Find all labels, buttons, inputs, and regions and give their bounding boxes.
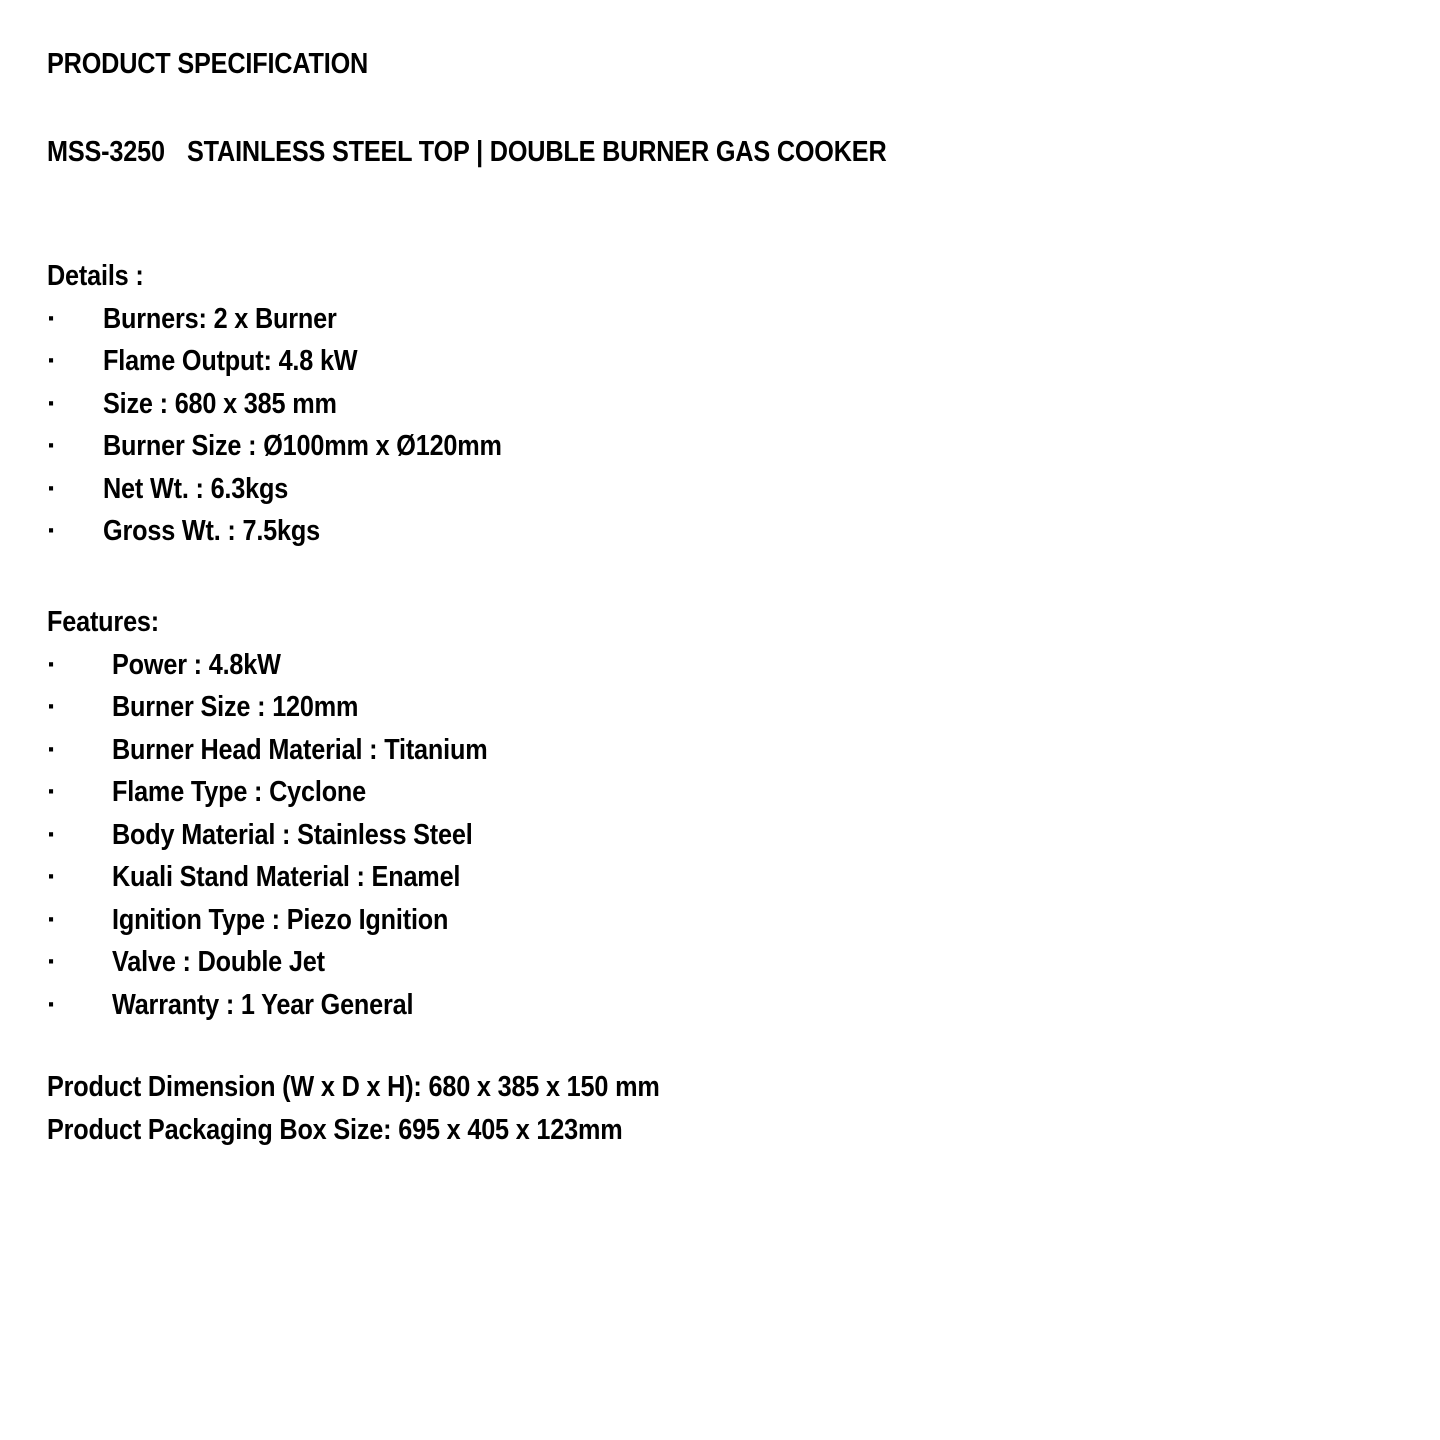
bullet-icon: · [47, 903, 57, 936]
model-section [47, 131, 1400, 174]
feature-flame-type: Flame Type : Cyclone [112, 776, 367, 808]
bullet-icon: · [47, 733, 57, 766]
detail-gross-weight: Gross Wt. : 7.5kgs [103, 515, 320, 547]
list-item [47, 686, 1400, 729]
list-item [47, 856, 1400, 899]
details-section [47, 255, 1400, 553]
detail-flame-output: Flame Output: 4.8 kW [103, 345, 358, 377]
details-heading: Details : [47, 260, 144, 292]
list-item [47, 425, 1400, 468]
bullet-icon: · [47, 861, 57, 893]
list-item [47, 383, 1400, 426]
detail-burner-size: Burner Size : Ø100mm x Ø120mm [103, 430, 502, 462]
bullet-icon: · [47, 691, 57, 723]
list-item [47, 468, 1400, 511]
packaging-box-size: Product Packaging Box Size: 695 x 405 x 123mm [47, 1113, 623, 1146]
bullet-icon: · [47, 387, 57, 420]
list-item [47, 899, 1400, 942]
title-section [47, 43, 1400, 86]
list-item [47, 340, 1400, 383]
bullet-icon: · [47, 988, 57, 1021]
list-item [47, 644, 1400, 687]
product-dimension: Product Dimension (W x D x H): 680 x 385 x 150 mm [47, 1071, 660, 1103]
feature-valve: Valve : Double Jet [112, 946, 325, 978]
features-section [47, 601, 1400, 1026]
bullet-icon: · [47, 648, 57, 681]
feature-power: Power : 4.8kW [112, 648, 281, 681]
feature-warranty: Warranty : 1 Year General [112, 988, 414, 1021]
bullet-icon: · [47, 430, 57, 462]
detail-net-weight: Net Wt. : 6.3kgs [103, 472, 289, 505]
feature-ignition-type: Ignition Type : Piezo Ignition [112, 903, 449, 936]
detail-burners: Burners: 2 x Burner [103, 302, 337, 335]
dimensions-section [47, 1066, 1400, 1151]
bullet-icon: · [47, 776, 57, 808]
bullet-icon: · [47, 818, 57, 851]
detail-size: Size : 680 x 385 mm [103, 387, 337, 420]
feature-burner-head-material: Burner Head Material : Titanium [112, 733, 488, 766]
model-description: STAINLESS STEEL TOP | DOUBLE BURNER GAS COOKER [186, 136, 887, 168]
list-item [47, 771, 1400, 814]
list-item [47, 941, 1400, 984]
bullet-icon: · [47, 302, 57, 335]
model-number: MSS-3250 [47, 136, 165, 168]
list-item [47, 510, 1400, 553]
page-title: PRODUCT SPECIFICATION [47, 48, 369, 80]
bullet-icon: · [47, 472, 57, 505]
list-item [47, 729, 1400, 772]
list-item [47, 298, 1400, 341]
feature-body-material: Body Material : Stainless Steel [112, 818, 473, 851]
list-item [47, 814, 1400, 857]
bullet-icon: · [47, 515, 57, 547]
list-item [47, 984, 1400, 1027]
bullet-icon: · [47, 946, 57, 978]
features-heading: Features: [47, 606, 160, 638]
bullet-icon: · [47, 345, 57, 377]
feature-burner-size: Burner Size : 120mm [112, 691, 359, 723]
feature-kuali-stand-material: Kuali Stand Material : Enamel [112, 861, 461, 893]
